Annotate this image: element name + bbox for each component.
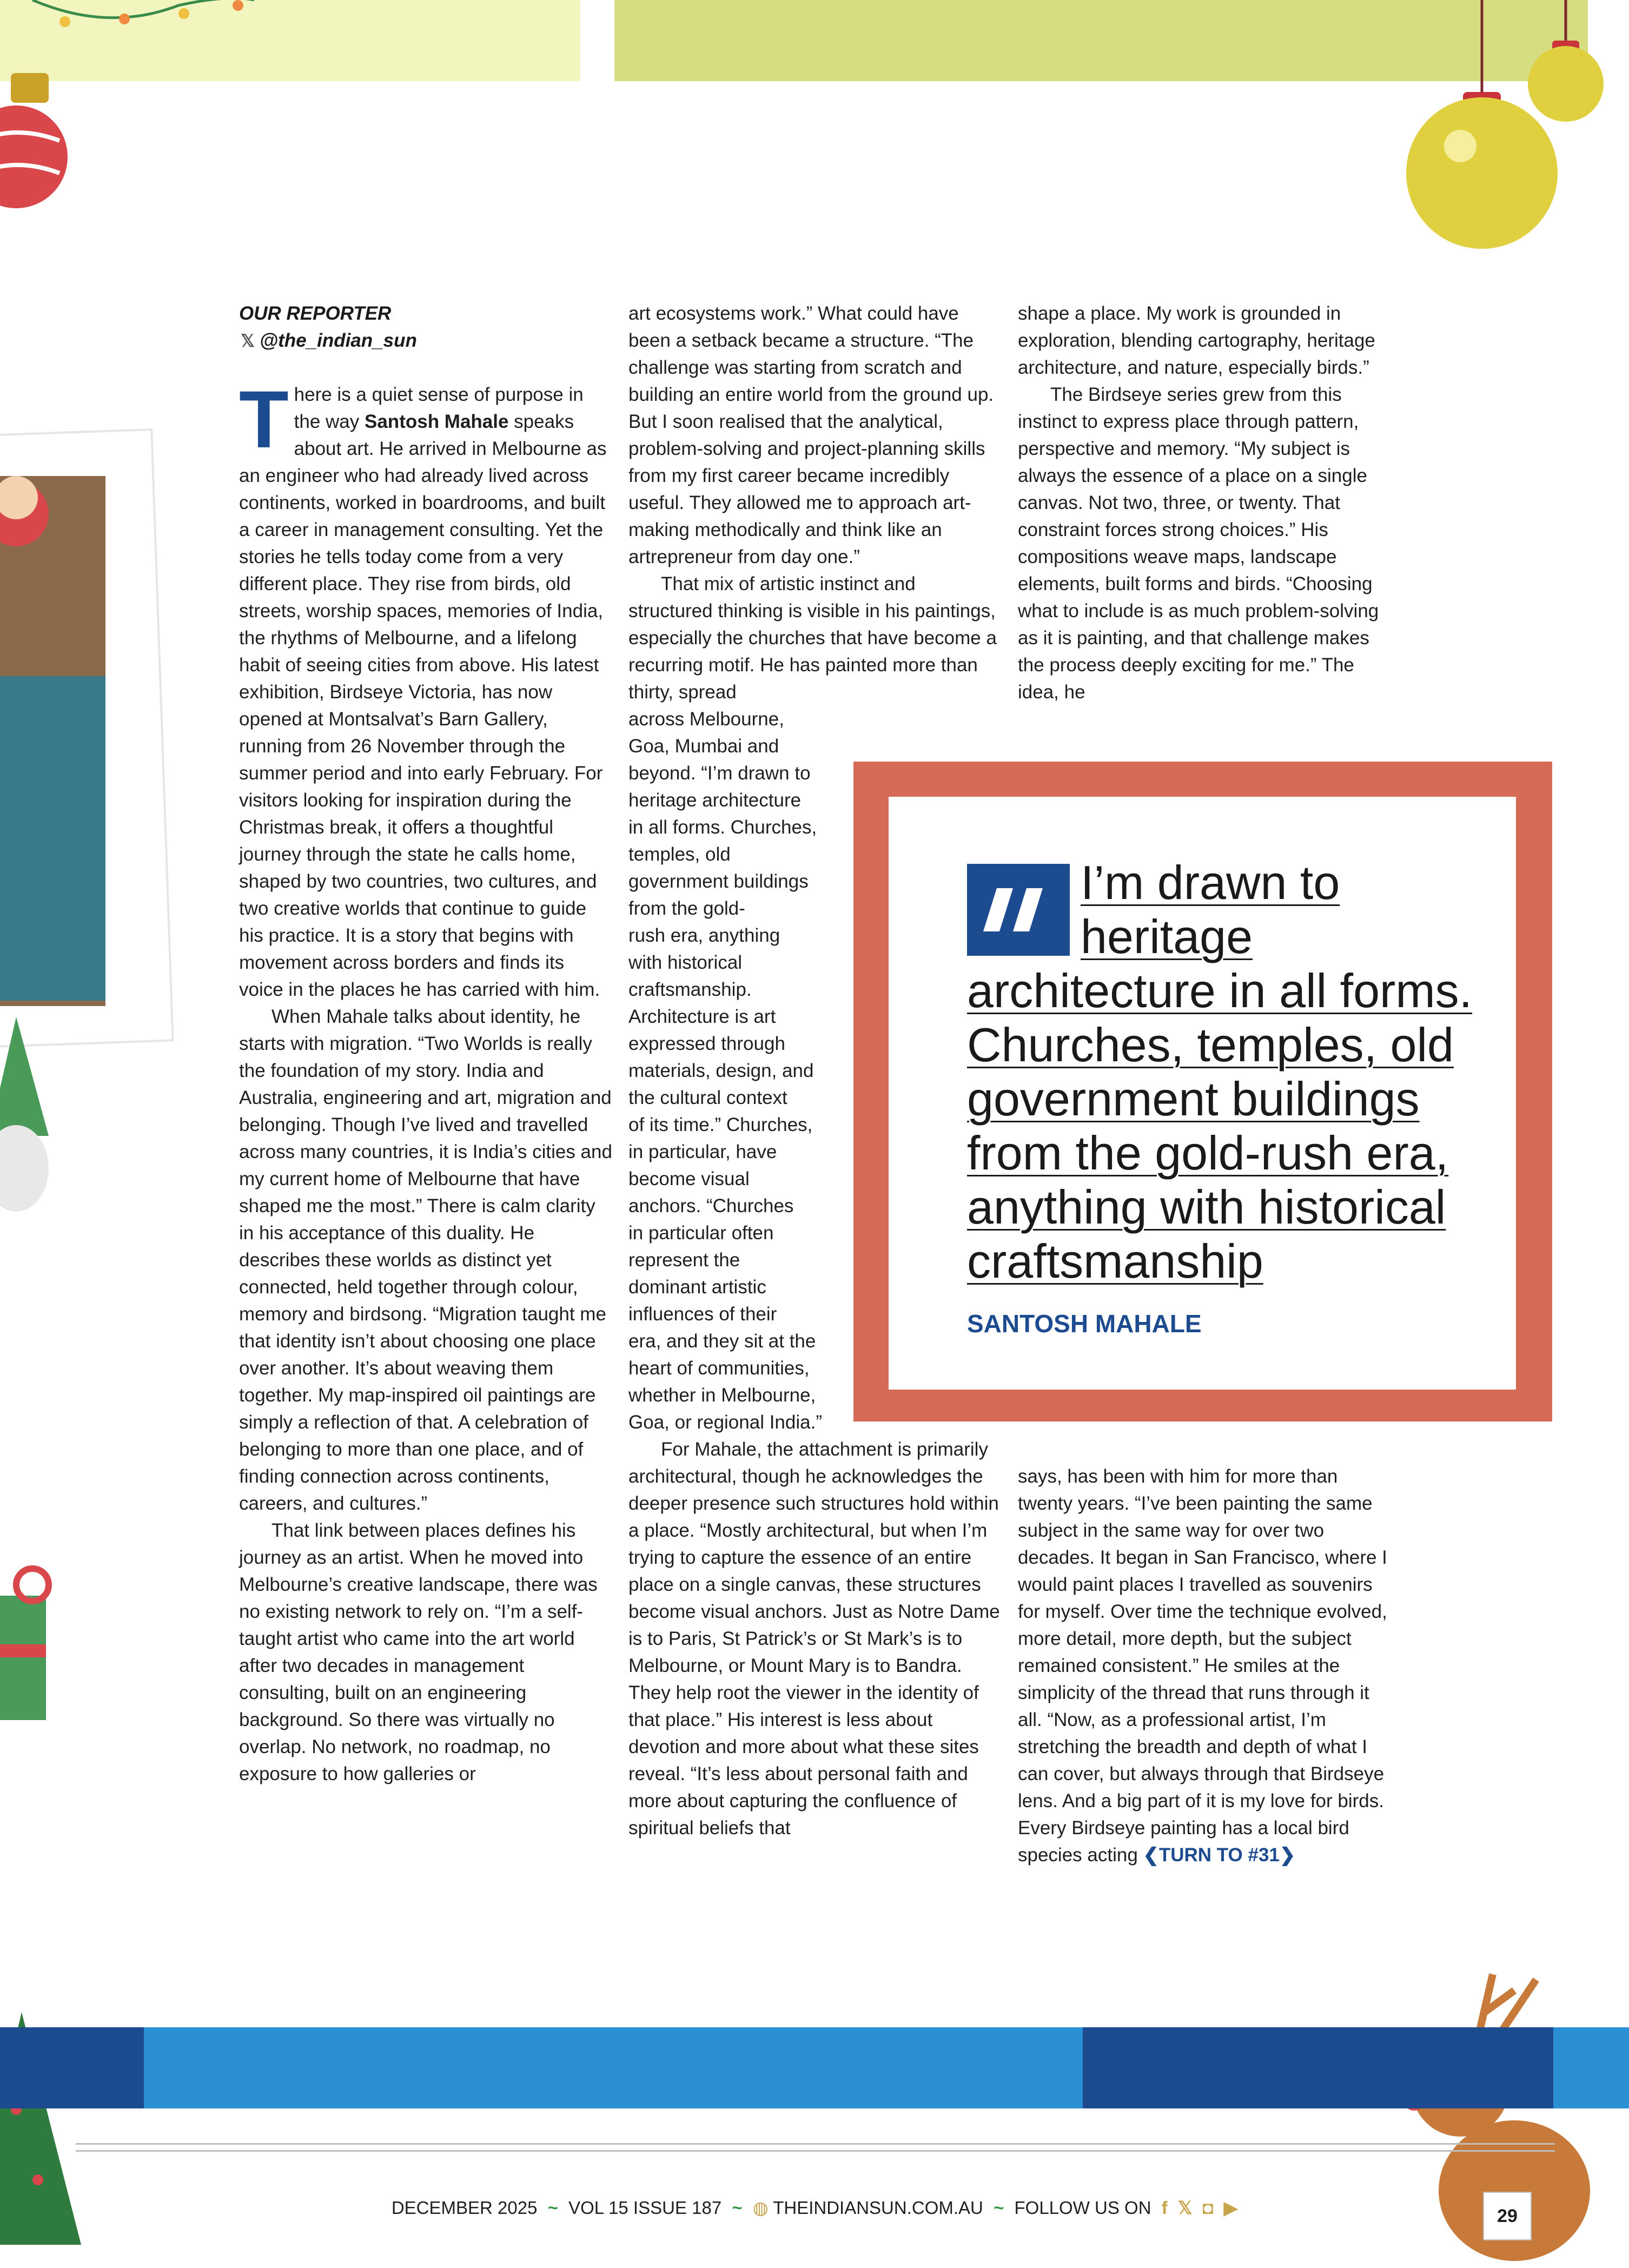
- turn-to-link[interactable]: ❮TURN TO #31❯: [1143, 1844, 1296, 1866]
- narrow-text-line: Architecture is art: [628, 1006, 776, 1027]
- paragraph-9: says, has been with him for more than twenty years. “I’ve been painting the same subject in the same way for over two decades. It began in San Francisco, where I would paint places I travelled as souvenirs for myself. Over time the technique evolved, more detail, more depth, but the subject remained consistent.” He smiles at the simplicity of the thread that runs through it all. “Now, as a professional artist, I’m stretching the breadth and depth of what I can cover, but always through that Birdseye lens. And a big part of it is my love for birds. Every Birdseye painting has a local bird species acting ❮TURN TO #31❯: [1018, 1466, 1387, 1866]
- narrow-text-line: era, and they sit at the: [628, 1331, 816, 1352]
- page-number: 29: [1483, 2192, 1532, 2240]
- pullquote-text: I’m drawn to heritage architecture in all forms. Churches, temples, old government buildings from the gold-rush era, anything with historical craftsmanship: [967, 856, 1473, 1288]
- narrow-text-line: influences of their: [628, 1304, 777, 1325]
- reporter-handle[interactable]: [239, 327, 612, 354]
- bottom-band: [1553, 2027, 1629, 2108]
- light-bulb: [178, 8, 189, 19]
- bottom-band: [144, 2027, 1083, 2108]
- handle-text: @the_indian_sun: [260, 330, 417, 351]
- yellow-bauble: [1406, 97, 1558, 249]
- footer-issue: VOL 15 ISSUE 187: [568, 2198, 722, 2218]
- paragraph-5: That mix of artistic instinct and structured thinking is visible in his paintings, especially the churches that have become a recurring motif. He has painted more than thirty, spread: [628, 573, 997, 703]
- paragraph-2: When Mahale talks about identity, he starts with migration. “Two Worlds is really the foundation of my story. India and Australia, engineering and art, migration and belonging. Though I’ve lived and travelled across many countries, it is India’s cities and my current home of Melbourne that have shaped me the most.” There is calm clarity in his acceptance of this duality. He describes these worlds as distinct yet connected, held together through colour, memory and birdsong. “Migration taught me that identity isn’t about choosing one place over another. It’s about weaving them together. My map-inspired oil paintings are simply a reflection of that. A celebration of belonging to more than one place, and of finding connection across continents, careers, and cultures.”: [239, 1006, 612, 1514]
- article-column-1: [239, 374, 612, 1788]
- x-icon: 𝕏: [241, 331, 255, 351]
- footer-rule: [76, 2143, 1555, 2145]
- leaf-icon: ~: [994, 2198, 1004, 2218]
- artist-name: Santosh Mahale: [365, 411, 509, 432]
- narrow-text-line: of its time.” Churches,: [628, 1114, 813, 1135]
- narrow-text-line: craftsmanship.: [628, 979, 752, 1000]
- yellow-bauble-small: [1528, 46, 1604, 122]
- footer: [0, 2197, 1629, 2218]
- narrow-text-line: with historical: [628, 952, 743, 973]
- youtube-icon[interactable]: ▶: [1223, 2198, 1238, 2218]
- narrow-text-line: in particular, have: [628, 1141, 777, 1162]
- narrow-text-line: represent the: [628, 1249, 740, 1271]
- narrow-text-line: in all forms. Churches,: [628, 817, 817, 838]
- bottom-band: [1083, 2027, 1553, 2108]
- narrow-text-line: anchors. “Churches: [628, 1195, 794, 1216]
- instagram-icon[interactable]: ◘: [1202, 2198, 1214, 2218]
- narrow-text-line: expressed through: [628, 1033, 785, 1054]
- footer-website[interactable]: THEINDIANSUN.COM.AU: [773, 2198, 983, 2218]
- paragraph-4: art ecosystems work.” What could have been a setback became a structure. “The challenge was starting from scratch and building an entire world from the ground up. But I soon realised that the analytical, problem-solving and project-planning skills from my first career became incredibly useful. They allowed me to approach art-making methodically and think like an artrepreneur from day one.”: [628, 303, 994, 567]
- paragraph-8: The Birdseye series grew from this instinct to express place through pattern, perspective and memory. “My subject is always the essence of a place on a single canvas. Not two, three, or twenty. That constraint forces strong choices.” His compositions weave maps, landscape elements, built forms and birds. “Choosing what to include is as much problem-solving as it is painting, and that challenge makes the process deeply exciting for me.” The idea, he: [1018, 384, 1379, 703]
- narrow-text-line: from the gold-: [628, 898, 745, 919]
- paragraph-6: For Mahale, the attachment is primarily architectural, though he acknowledges the deeper presence such structures hold within a place. “Mostly architectural, but when I’m trying to capture the essence of an entire place on a single canvas, these structures become visual anchors. Just as Notre Dame is to Paris, St Patrick’s or St Mark’s is to Melbourne, or Mount Mary is to Bandra. They help root the viewer in the identity of that place.” His interest is less about devotion and more about what these sites reveal. “It’s less about personal faith and more about capturing the confluence of spiritual beliefs that: [628, 1439, 1000, 1839]
- leaf-icon: ~: [547, 2198, 558, 2218]
- narrow-text-line: dominant artistic: [628, 1277, 766, 1298]
- gift-box: [0, 1596, 46, 1720]
- narrow-text-line: the cultural context: [628, 1087, 787, 1108]
- paragraph-7: shape a place. My work is grounded in exploration, blending cartography, heritage architecture, and nature, especially birds.”: [1018, 303, 1375, 378]
- leaf-icon: ~: [732, 2198, 743, 2218]
- quote-mark-icon: [967, 864, 1070, 956]
- red-bauble: [0, 105, 68, 208]
- byline: [239, 300, 612, 354]
- pullquote-author: SANTOSH MAHALE: [967, 1310, 1202, 1338]
- narrow-text-line: Goa, or regional India.”: [628, 1412, 822, 1433]
- narrow-text-line: beyond. “I’m drawn to: [628, 763, 811, 784]
- facebook-icon[interactable]: f: [1161, 2198, 1168, 2218]
- narrow-text-line: temples, old: [628, 844, 731, 865]
- paragraph-1: There is a quiet sense of purpose in the way Santosh Mahale speaks about art. He arrived in Melbourne as an engineer who had already lived across continents, worked in boardrooms, and built a career in management consulting. Yet the stories he tells today come from a very different place. They rise from birds, old streets, worship spaces, memories of India, the rhythms of Melbourne, and a lifelong habit of seeing cities from above. His latest exhibition, Birdseye Victoria, has now opened at Montsalvat’s Barn Gallery, running from 26 November through the summer period and into early February. For visitors looking for inspiration during the Christmas break, it offers a thoughtful journey through the state he calls home, shaped by two countries, two cultures, and two creative worlds that continue to guide his practice. It is a story that begins with movement across borders and finds its voice in the places he has carried with him.: [239, 374, 607, 1000]
- footer-follow: FOLLOW US ON: [1014, 2198, 1151, 2218]
- narrow-text-line: whether in Melbourne,: [628, 1385, 816, 1406]
- footer-date: DECEMBER 2025: [391, 2198, 538, 2218]
- narrow-text-line: government buildings: [628, 871, 809, 892]
- bottom-band: [0, 2027, 144, 2108]
- article-column-3-top: [1018, 300, 1391, 706]
- narrow-text-line: heart of communities,: [628, 1358, 810, 1379]
- narrow-text-line: become visual: [628, 1168, 750, 1189]
- article-column-3-bottom: [1018, 1463, 1391, 1869]
- light-bulb: [233, 0, 243, 11]
- light-bulb: [59, 16, 70, 27]
- footer-rule: [76, 2150, 1555, 2152]
- globe-icon: ◍: [752, 2198, 769, 2218]
- narrow-text-line: across Melbourne,: [628, 709, 784, 730]
- x-icon[interactable]: 𝕏: [1177, 2198, 1193, 2218]
- narrow-text-line: materials, design, and: [628, 1060, 814, 1081]
- bauble-cap: [11, 73, 49, 103]
- narrow-text-line: in particular often: [628, 1222, 774, 1244]
- narrow-text-line: rush era, anything: [628, 925, 780, 946]
- reporter-label: OUR REPORTER: [239, 303, 392, 324]
- string-lights: [32, 0, 254, 18]
- light-bulb: [119, 14, 130, 24]
- narrow-text-line: heritage architecture: [628, 790, 802, 811]
- paragraph-3: That link between places defines his journey as an artist. When he moved into Melbourne’s creative landscape, there was no existing network to rely on. “I’m a self-taught artist who came into the art world after two decades in management consulting, built on an engineering background. So there was virtually no overlap. No network, no roadmap, no exposure to how galleries or: [239, 1520, 598, 1784]
- narrow-text-line: Goa, Mumbai and: [628, 736, 779, 757]
- drop-cap: T: [239, 374, 289, 465]
